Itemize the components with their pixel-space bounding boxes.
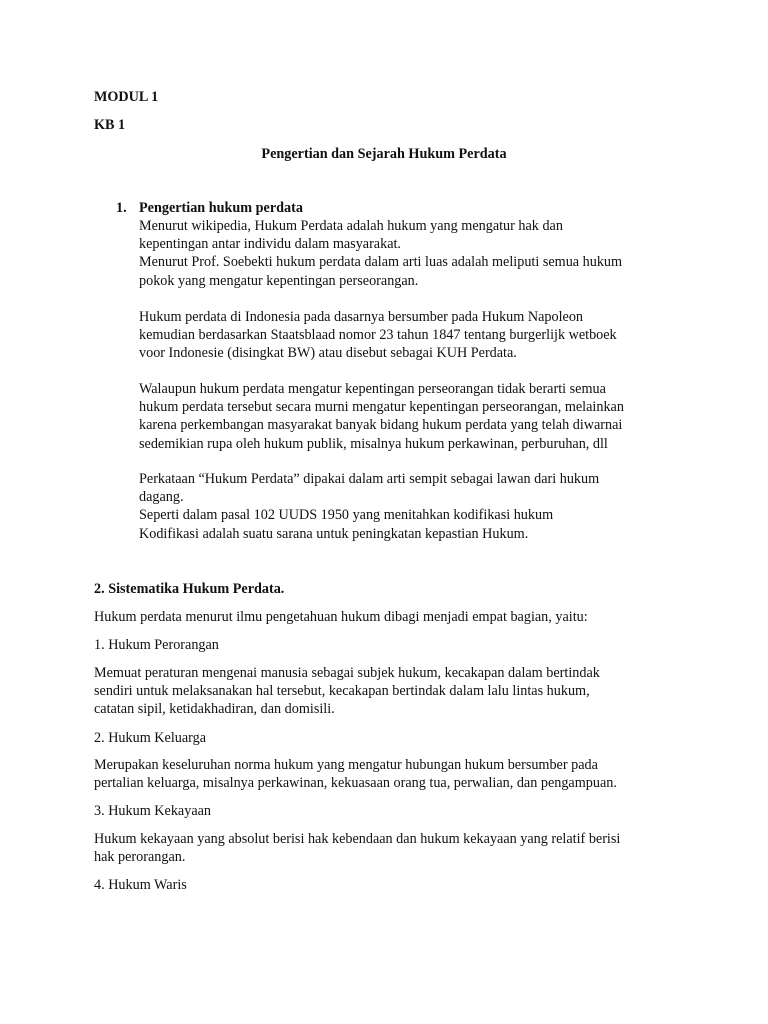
section1-number: 1. — [116, 200, 127, 216]
s1-p1-line4: pokok yang mengatur kepentingan perseorangan. — [139, 272, 419, 289]
s1-p4-line3: Seperti dalam pasal 102 UUDS 1950 yang menitahkan kodifikasi hukum — [139, 507, 554, 524]
item3-title: 3. Hukum Kekayaan — [94, 803, 212, 819]
item2-line2: pertalian keluarga, misalnya perkawinan, kekuasaan orang tua, perwalian, dan pengampuan. — [94, 775, 617, 792]
s1-p4-line1: Perkataan “Hukum Perdata” dipakai dalam arti sempit sebagai lawan dari hukum — [139, 471, 600, 487]
item2-title: 2. Hukum Keluarga — [94, 730, 207, 746]
item2-body — [94, 756, 617, 792]
s1-p2-line1: Hukum perdata di Indonesia pada dasarnya bersumber pada Hukum Napoleon — [139, 309, 584, 325]
item3-line1: Hukum kekayaan yang absolut berisi hak kebendaan dan hukum kekayaan yang relatif berisi — [94, 831, 621, 847]
s1-p3-line2: hukum perdata tersebut secara murni mengatur kepentingan perseorangan, melainkan — [139, 399, 624, 416]
item4-title: 4. Hukum Waris — [94, 877, 187, 893]
s1-p3-line1: Walaupun hukum perdata mengatur kepentingan perseorangan tidak berarti semua — [139, 381, 606, 397]
section2-intro: Hukum perdata menurut ilmu pengetahuan hukum dibagi menjadi empat bagian, yaitu: — [94, 609, 588, 625]
item1-line2: sendiri untuk melaksanakan hal tersebut, kecakapan bertindak dalam lalu lintas hukum, — [94, 683, 590, 700]
s1-p2-line2: kemudian berdasarkan Staatsblaad nomor 23 tahun 1847 tentang burgerlijk wetboek — [139, 327, 617, 344]
item3-line2: hak perorangan. — [94, 849, 186, 866]
section1-para3 — [139, 380, 674, 453]
kb-label: KB 1 — [94, 117, 126, 133]
item3-body — [94, 830, 620, 866]
s1-p4-line2: dagang. — [139, 489, 184, 506]
section1-heading: Pengertian hukum perdata — [139, 200, 303, 216]
s1-p1-line2: kepentingan antar individu dalam masyarakat. — [139, 236, 401, 253]
s1-p1-line3: Menurut Prof. Soebekti hukum perdata dalam arti luas adalah meliputi semua hukum — [139, 254, 623, 271]
section2-heading: 2. Sistematika Hukum Perdata. — [94, 581, 285, 597]
item1-body — [94, 664, 600, 719]
s1-p4-line4: Kodifikasi adalah suatu sarana untuk peningkatan kepastian Hukum. — [139, 525, 529, 542]
section1-para2 — [139, 308, 674, 363]
section1-para4 — [139, 470, 674, 543]
s1-p3-line3: karena perkembangan masyarakat banyak bidang hukum perdata yang telah diwarnai — [139, 417, 623, 434]
document-title: Pengertian dan Sejarah Hukum Perdata — [261, 146, 507, 162]
s1-p3-line4: sedemikian rupa oleh hukum publik, misalnya hukum perkawinan, perburuhan, dll — [139, 435, 608, 452]
module-label: MODUL 1 — [94, 89, 159, 105]
section1-body — [139, 217, 674, 290]
item1-line3: catatan sipil, ketidakhadiran, dan domisili. — [94, 701, 335, 718]
item2-line1: Merupakan keseluruhan norma hukum yang mengatur hubungan hukum bersumber pada — [94, 757, 598, 773]
s1-p2-line3: voor Indonesie (disingkat BW) atau disebut sebagai KUH Perdata. — [139, 345, 517, 362]
item1-line1: Memuat peraturan mengenai manusia sebagai subjek hukum, kecakapan dalam bertindak — [94, 665, 600, 681]
item1-title: 1. Hukum Perorangan — [94, 637, 219, 653]
s1-p1-line1: Menurut wikipedia, Hukum Perdata adalah hukum yang mengatur hak dan — [139, 218, 563, 234]
